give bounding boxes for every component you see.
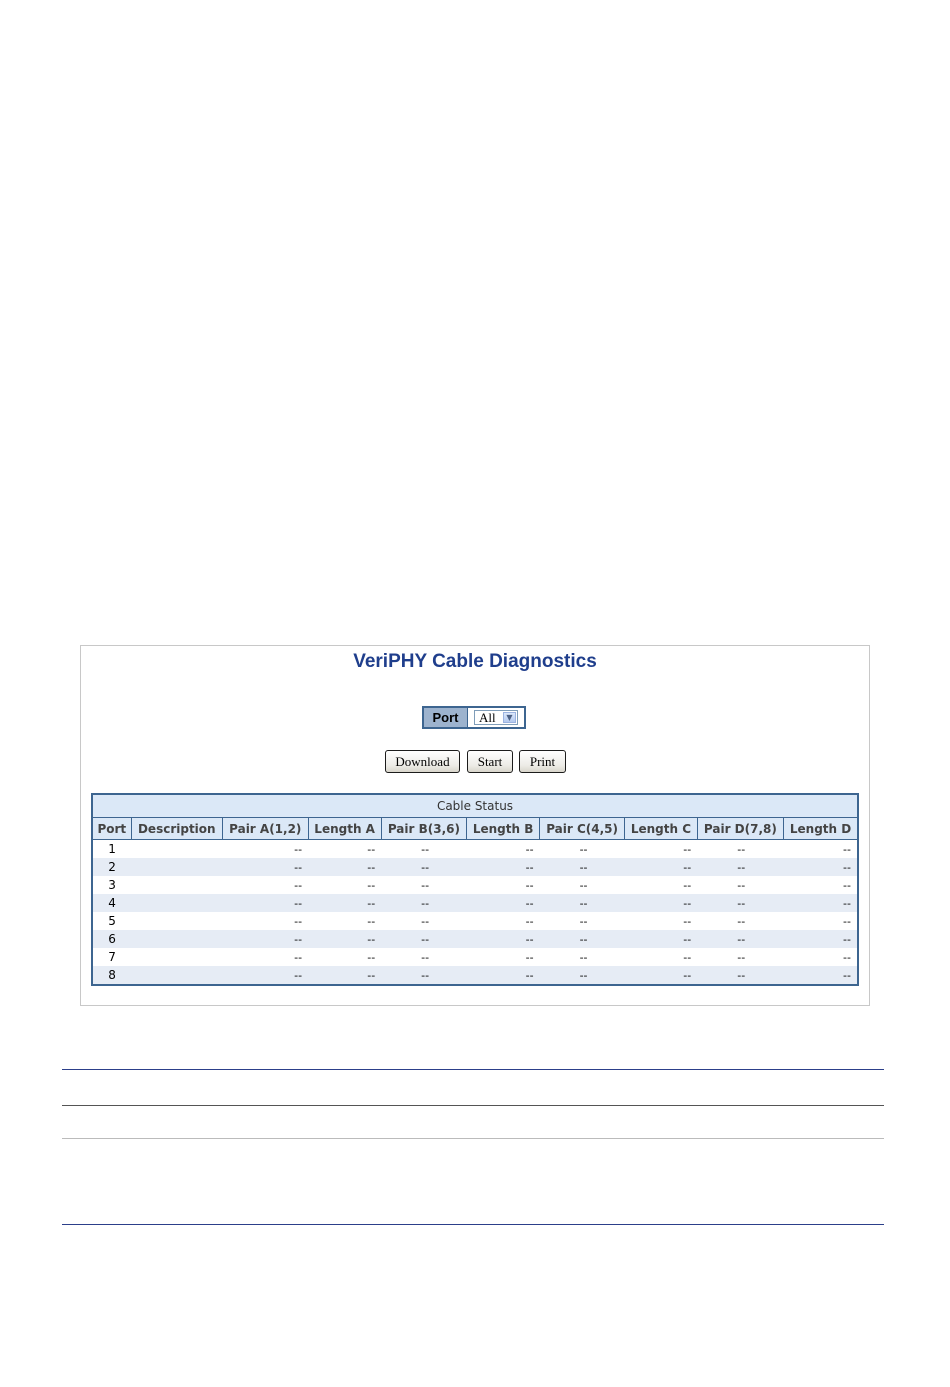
table-cell: -- [784,894,858,912]
table-cell: -- [467,930,540,948]
table-cell: -- [467,840,540,859]
table-cell: -- [222,912,308,930]
table-cell: -- [625,912,698,930]
table-cell: -- [784,876,858,894]
divider-line [62,1138,884,1139]
table-cell: -- [625,966,698,985]
table-cell [131,930,222,948]
table-cell: 3 [92,876,131,894]
table-cell: -- [381,876,466,894]
table-cell: -- [540,894,625,912]
port-select[interactable] [474,710,518,725]
table-cell: -- [697,930,783,948]
table-cell: -- [540,858,625,876]
header-row [92,818,858,840]
table-cell: -- [540,912,625,930]
table-row [92,858,858,876]
download-button[interactable]: Download [385,750,460,773]
port-selector [422,706,526,729]
table-cell: -- [222,876,308,894]
table-cell: -- [784,966,858,985]
table-cell: -- [222,966,308,985]
column-header: Length A [308,818,381,840]
table-cell: -- [625,840,698,859]
table-cell: -- [308,858,381,876]
table-row [92,840,858,859]
table-row [92,930,858,948]
divider-line [62,1069,884,1070]
table-cell: -- [625,876,698,894]
table-cell [131,966,222,985]
divider-line [62,1224,884,1225]
table-cell: -- [784,858,858,876]
table-cell: -- [308,876,381,894]
table-cell: -- [381,858,466,876]
page-title: VeriPHY Cable Diagnostics [353,651,597,672]
table-cell: -- [308,894,381,912]
column-header: Length B [467,818,540,840]
print-button[interactable]: Print [519,750,566,773]
table-cell: -- [697,966,783,985]
table-row [92,966,858,985]
table-cell: -- [467,876,540,894]
table-cell: -- [540,948,625,966]
table-row [92,912,858,930]
table-cell [131,858,222,876]
column-header: Pair D(7,8) [697,818,783,840]
table-cell: -- [540,840,625,859]
divider-line [62,1105,884,1106]
table-cell: -- [308,912,381,930]
column-header: Port [92,818,131,840]
column-header: Description [131,818,222,840]
table-cell: -- [625,930,698,948]
table-cell: -- [222,930,308,948]
table-cell: -- [308,840,381,859]
table-cell: -- [381,894,466,912]
table-cell: -- [308,930,381,948]
table-cell: -- [467,858,540,876]
table-cell: -- [222,858,308,876]
veriphy-panel [80,645,870,1006]
table-cell: -- [784,948,858,966]
table-cell [131,912,222,930]
table-cell: -- [697,912,783,930]
table-cell: -- [697,876,783,894]
table-row [92,876,858,894]
table-cell: -- [540,930,625,948]
table-cell: 4 [92,894,131,912]
table-row [92,894,858,912]
column-header: Pair A(1,2) [222,818,308,840]
table-cell: -- [308,966,381,985]
table-caption: Cable Status [92,794,858,818]
table-cell: -- [467,948,540,966]
table-cell: 8 [92,966,131,985]
port-select-value: All [479,710,496,725]
table-cell: -- [467,912,540,930]
table-cell: -- [784,840,858,859]
table-body [92,840,858,986]
start-button[interactable]: Start [467,750,513,773]
cable-status-table [91,793,859,986]
column-header: Pair B(3,6) [381,818,466,840]
table-cell: 5 [92,912,131,930]
table-cell: -- [222,894,308,912]
column-header: Length D [784,818,858,840]
table-cell: 7 [92,948,131,966]
table-cell: -- [625,948,698,966]
table-cell: -- [784,912,858,930]
table-cell: 1 [92,840,131,859]
table-cell: 2 [92,858,131,876]
table-cell: -- [381,966,466,985]
table-cell: -- [308,948,381,966]
table-cell [131,894,222,912]
table-cell: -- [467,966,540,985]
table-cell: -- [381,948,466,966]
table-cell [131,876,222,894]
table-cell: 6 [92,930,131,948]
table-cell: -- [697,840,783,859]
table-cell: -- [540,876,625,894]
table-cell: -- [697,948,783,966]
column-header: Pair C(4,5) [540,818,625,840]
table-cell: -- [467,894,540,912]
table-row [92,948,858,966]
table-cell: -- [222,948,308,966]
table-cell: -- [697,858,783,876]
table-cell: -- [540,966,625,985]
table-cell: -- [625,858,698,876]
column-header: Length C [625,818,698,840]
table-cell: -- [697,894,783,912]
table-cell [131,948,222,966]
table-cell: -- [625,894,698,912]
table-cell: -- [381,930,466,948]
chevron-down-icon[interactable]: ▼ [503,712,516,723]
port-label: Port [424,708,468,727]
table-cell: -- [381,840,466,859]
table-cell: -- [222,840,308,859]
table-cell: -- [381,912,466,930]
table-cell: -- [784,930,858,948]
table-cell [131,840,222,859]
